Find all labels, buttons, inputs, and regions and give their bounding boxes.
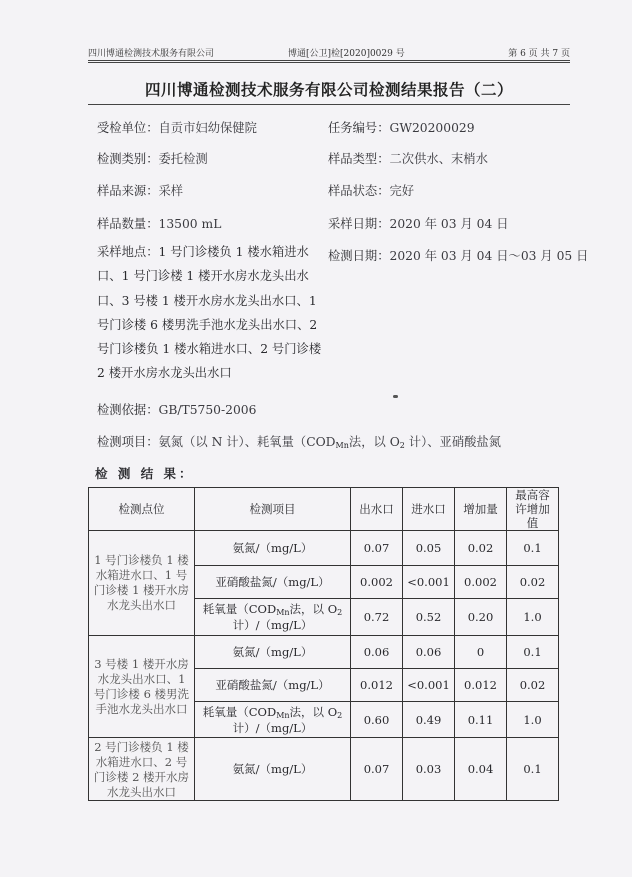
type-field [97, 149, 208, 167]
point-cell: 1 号门诊楼负 1 楼水箱进水口、1 号门诊楼 1 楼开水房水龙头出水口 [89, 531, 195, 636]
in-cell: 0.52 [403, 599, 455, 636]
date-value: 2020 年 03 月 04 日 [389, 217, 509, 231]
qty-label: 样品数量： [97, 217, 159, 231]
source-field [97, 181, 183, 199]
task-field [328, 118, 475, 136]
max-cell: 1.0 [507, 599, 559, 636]
header-company: 四川博通检测技术服务有限公司 [88, 49, 215, 59]
basis-label: 检测依据： [97, 403, 159, 417]
header-out: 出水口 [351, 488, 403, 531]
results-table-wrapper [85, 487, 565, 799]
max-cell: 0.1 [507, 636, 559, 669]
report-title: 四川博通检测技术服务有限公司检测结果报告（二） [144, 80, 513, 99]
item-cell: 耗氧量（$COD_{Mn}$法，以 $O_2$ 计）/（mg/L） [195, 702, 351, 738]
table-row [89, 738, 559, 801]
items-label: 检测项目： [97, 435, 159, 449]
max-cell: 0.1 [507, 531, 559, 566]
out-cell: 0.07 [351, 531, 403, 566]
sample-type-label: 样品类型： [328, 152, 390, 166]
in-cell: 0.03 [403, 738, 455, 801]
items-text-b: 法，以 O [348, 435, 400, 449]
source-value: 采样 [158, 184, 184, 198]
table-row [89, 636, 559, 669]
state-field [328, 181, 414, 199]
header-page-number: 第 6 页 共 7 页 [508, 49, 570, 59]
in-cell: 0.49 [403, 702, 455, 738]
date-field [328, 214, 509, 232]
date-label: 采样日期： [328, 217, 390, 231]
item-cell: 耗氧量（$COD_{Mn}$法，以 $O_2$ 计）/（mg/L） [195, 599, 351, 636]
basis-field [97, 400, 256, 418]
sample-type-value: 二次供水、末梢水 [389, 152, 488, 166]
results-section-title: 检 测 结 果： [95, 466, 195, 481]
out-cell: 0.012 [351, 669, 403, 702]
header-rule [88, 60, 570, 61]
table-row [89, 531, 559, 566]
header-report-number: 博通[公卫]检[2020]0029 号 [288, 49, 405, 59]
header-point: 检测点位 [89, 488, 195, 531]
basis-value: GB/T5750-2006 [158, 403, 257, 417]
inc-cell: 0.02 [455, 531, 507, 566]
max-cell: 1.0 [507, 702, 559, 738]
header-in: 进水口 [403, 488, 455, 531]
sample-type-field [328, 149, 488, 167]
max-cell: 0.1 [507, 738, 559, 801]
table-header-row [89, 488, 559, 531]
out-cell: 0.002 [351, 566, 403, 599]
out-cell: 0.07 [351, 738, 403, 801]
type-label: 检测类别： [97, 152, 159, 166]
header-item: 检测项目 [195, 488, 351, 531]
results-table [88, 487, 559, 801]
out-cell: 0.60 [351, 702, 403, 738]
header-inc: 增加量 [455, 488, 507, 531]
items-text-a: 氨氮（以 N 计）、耗氧量（COD [158, 435, 336, 449]
out-cell: 0.06 [351, 636, 403, 669]
scan-speck [393, 395, 398, 398]
max-cell: 0.02 [507, 669, 559, 702]
header-max: 最高容许增加值 [507, 488, 559, 531]
items-sub-2: 2 [399, 441, 405, 450]
in-cell: <0.001 [403, 566, 455, 599]
client-label: 受检单位： [97, 121, 159, 135]
items-text-c: 计）、亚硝酸盐氮 [404, 435, 502, 449]
inc-cell: 0.012 [455, 669, 507, 702]
items-sub-mn: Mn [335, 441, 349, 450]
point-cell: 3 号楼 1 楼开水房水龙头出水口、1 号门诊楼 6 楼男洗手池水龙头出水口 [89, 636, 195, 738]
items-field [97, 432, 501, 450]
location-field [97, 240, 323, 386]
header-rule-thin [88, 62, 570, 63]
qty-field [97, 214, 221, 232]
inc-cell: 0 [455, 636, 507, 669]
item-cell: 亚硝酸盐氮/（mg/L） [195, 669, 351, 702]
inc-cell: 0.11 [455, 702, 507, 738]
inc-cell: 0.04 [455, 738, 507, 801]
state-label: 样品状态： [328, 184, 390, 198]
state-value: 完好 [389, 184, 415, 198]
test-date-label: 检测日期： [328, 249, 390, 263]
client-field [97, 118, 257, 136]
inc-cell: 0.20 [455, 599, 507, 636]
in-cell: 0.05 [403, 531, 455, 566]
test-date-value: 2020 年 03 月 04 日～03 月 05 日 [389, 249, 589, 263]
title-rule [88, 104, 570, 105]
out-cell: 0.72 [351, 599, 403, 636]
location-label: 采样地点： [97, 245, 159, 259]
source-label: 样品来源： [97, 184, 159, 198]
qty-value: 13500 mL [158, 217, 222, 231]
item-cell: 氨氮/（mg/L） [195, 738, 351, 801]
task-label: 任务编号： [328, 121, 390, 135]
client-value: 自贡市妇幼保健院 [158, 121, 257, 135]
item-cell: 亚硝酸盐氮/（mg/L） [195, 566, 351, 599]
max-cell: 0.02 [507, 566, 559, 599]
point-cell: 2 号门诊楼负 1 楼水箱进水口、2 号门诊楼 2 楼开水房水龙头出水口 [89, 738, 195, 801]
type-value: 委托检测 [158, 152, 208, 166]
item-cell: 氨氮/（mg/L） [195, 531, 351, 566]
task-value: GW20200029 [389, 121, 475, 135]
in-cell: <0.001 [403, 669, 455, 702]
item-cell: 氨氮/（mg/L） [195, 636, 351, 669]
inc-cell: 0.002 [455, 566, 507, 599]
location-value: 1 号门诊楼负 1 楼水箱进水口、1 号门诊楼 1 楼开水房水龙头出水口、3 号楼 1 楼开水房水龙头出水口、1 号门诊楼 6 楼男洗手池水龙头出水口、2 号门诊楼负 1 楼水箱进水口、2 号门诊楼 2 楼开水房水龙头出水口 [97, 245, 322, 381]
in-cell: 0.06 [403, 636, 455, 669]
test-date-field [328, 246, 588, 264]
